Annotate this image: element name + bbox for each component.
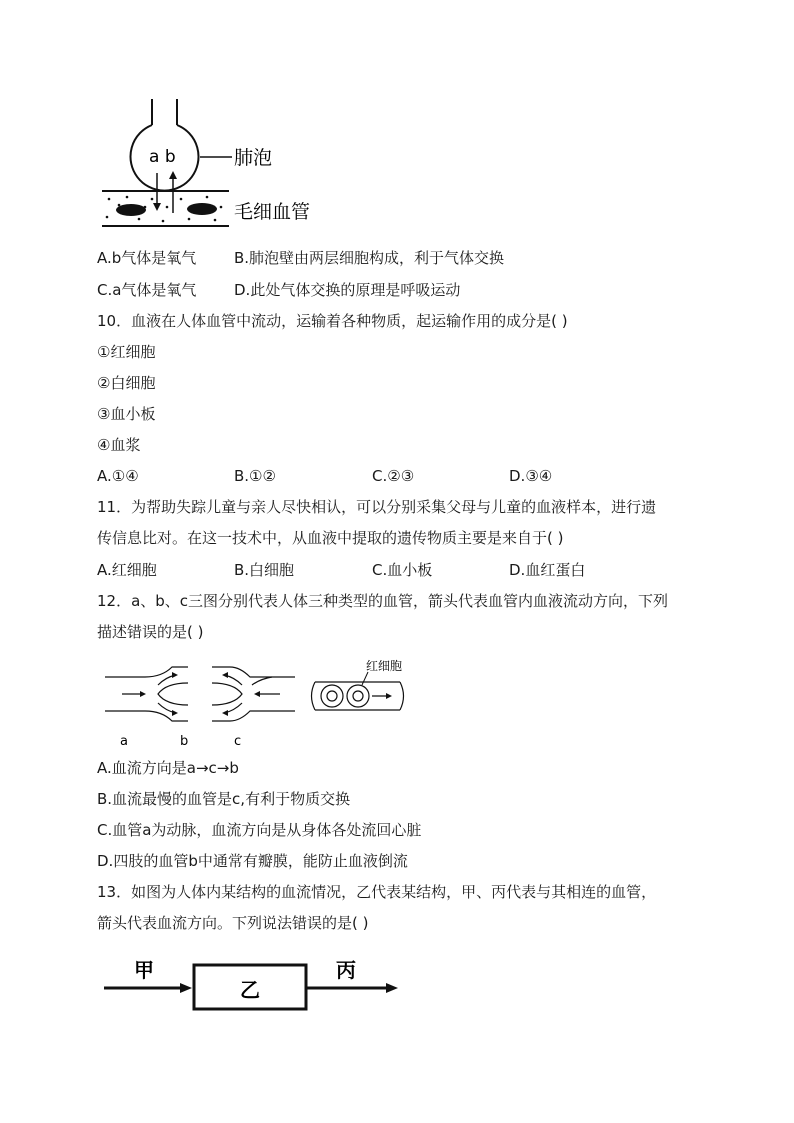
q9-option-c[interactable]: C.a气体是氧气 xyxy=(97,281,197,299)
q10-item-3: ③血小板 xyxy=(97,405,156,423)
q10-option-a[interactable]: A.①④ xyxy=(97,467,139,485)
q12-option-d[interactable]: D.四肢的血管b中通常有瓣膜，能防止血液倒流 xyxy=(97,852,408,870)
q10-item-2: ②白细胞 xyxy=(97,374,156,392)
vessel-jia-label: 甲 xyxy=(134,958,154,982)
vessel-c-label: c xyxy=(234,734,242,749)
q11-option-b[interactable]: B.白细胞 xyxy=(234,561,295,579)
structure-yi-label: 乙 xyxy=(240,978,260,1002)
vessel-bing-label: 丙 xyxy=(336,958,356,982)
alveolus-ab-label: a b xyxy=(149,147,176,167)
capillary-label: 毛细血管 xyxy=(234,201,311,223)
structure-flow-figure xyxy=(100,955,410,1025)
red-blood-cell-label: 红细胞 xyxy=(366,659,403,673)
q10-option-b[interactable]: B.①② xyxy=(234,467,276,485)
q12-option-a[interactable]: A.血流方向是a→c→b xyxy=(97,759,239,777)
q9-option-b[interactable]: B.肺泡壁由两层细胞构成，利于气体交换 xyxy=(234,249,505,267)
q11-stem-line1: 11．为帮助失踪儿童与亲人尽快相认，可以分别采集父母与儿童的血液样本，进行遗 xyxy=(97,498,657,516)
q10-option-c[interactable]: C.②③ xyxy=(372,467,415,485)
q12-stem-line1: 12．a、b、c三图分别代表人体三种类型的血管，箭头代表血管内血液流动方向，下列 xyxy=(97,592,669,610)
q12-stem-line2: 描述错误的是( ) xyxy=(97,623,204,641)
q9-option-a[interactable]: A.b气体是氧气 xyxy=(97,249,197,267)
q10-stem: 10．血液在人体血管中流动，运输着各种物质，起运输作用的成分是( ) xyxy=(97,312,568,330)
q12-option-b[interactable]: B.血流最慢的血管是c,有利于物质交换 xyxy=(97,790,351,808)
q10-item-1: ①红细胞 xyxy=(97,343,156,361)
alveolus-label: 肺泡 xyxy=(234,147,273,169)
q13-stem-line2: 箭头代表血流方向。下列说法错误的是( ) xyxy=(97,914,369,932)
blood-vessel-figure xyxy=(100,655,410,750)
vessel-a-label: a xyxy=(120,734,128,749)
q10-item-4: ④血浆 xyxy=(97,436,141,454)
vessel-b-label: b xyxy=(180,734,189,749)
q10-option-d[interactable]: D.③④ xyxy=(509,467,553,485)
q11-option-c[interactable]: C.血小板 xyxy=(372,561,433,579)
q9-option-d[interactable]: D.此处气体交换的原理是呼吸运动 xyxy=(234,281,461,299)
q12-option-c[interactable]: C.血管a为动脉，血流方向是从身体各处流回心脏 xyxy=(97,821,422,839)
alveolus-capillary-figure xyxy=(97,95,337,235)
q11-option-a[interactable]: A.红细胞 xyxy=(97,561,157,579)
q11-option-d[interactable]: D.血红蛋白 xyxy=(509,561,586,579)
q11-stem-line2: 传信息比对。在这一技术中，从血液中提取的遗传物质主要是来自于( ) xyxy=(97,529,564,547)
q13-stem-line1: 13．如图为人体内某结构的血流情况，乙代表某结构，甲、丙代表与其相连的血管， xyxy=(97,883,657,901)
